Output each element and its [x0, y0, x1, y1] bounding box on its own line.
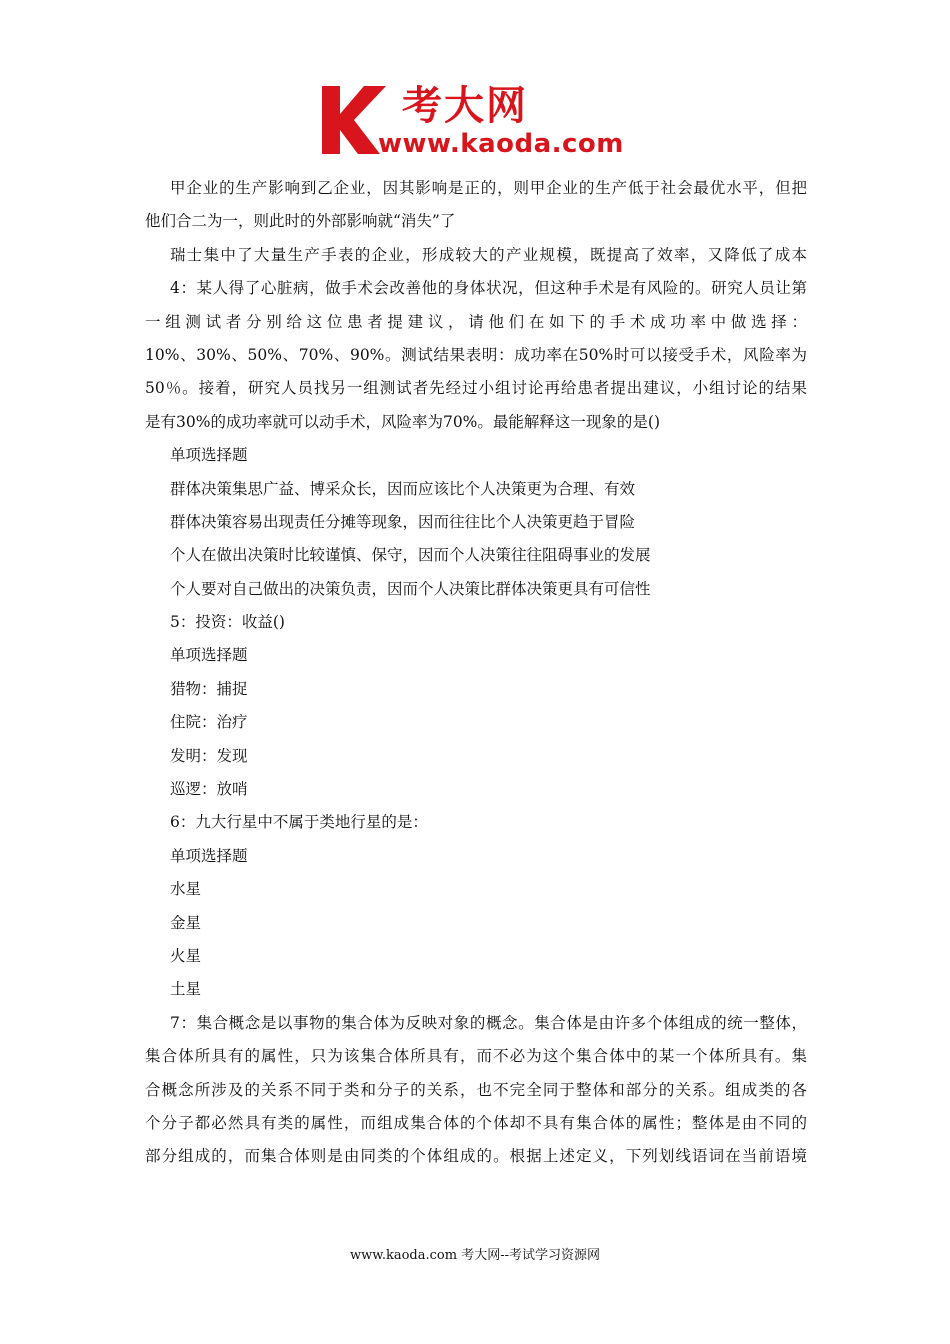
text-line: 火星: [170, 946, 202, 965]
document-body: [145, 172, 807, 1174]
text-line: 50％。接着，研究人员找另一组测试者先经过小组讨论再给患者提出建议，小组讨论的结果: [145, 379, 807, 398]
text-line: 合概念所涉及的关系不同于类和分子的关系，也不完全同于整体和部分的关系。组成类的各: [145, 1080, 807, 1099]
text-line: 金星: [170, 913, 202, 932]
text-line: 个人要对自己做出的决策负责，因而个人决策比群体决策更具有可信性: [170, 579, 651, 598]
text-line: 5：投资：收益(): [170, 613, 285, 632]
text-line: 水星: [170, 880, 202, 899]
text-line: 个分子都必然具有类的属性，而组成集合体的个体却不具有集合体的属性；整体是由不同的: [145, 1113, 807, 1132]
text-line: 6：九大行星中不属于类地行星的是：: [170, 813, 428, 832]
text-line: 甲企业的生产影响到乙企业，因其影响是正的，则甲企业的生产低于社会最优水平，但把: [170, 179, 807, 197]
site-logo[interactable]: [318, 84, 638, 162]
text-line: 住院：治疗: [170, 713, 248, 732]
text-line: 群体决策集思广益、博采众长，因而应该比个人决策更为合理、有效: [170, 479, 636, 498]
text-line: 土星: [170, 980, 202, 999]
logo-brand-url: www.kaoda.com: [378, 129, 624, 159]
text-line: 10%、30%、50%、70%、90%。测试结果表明：成功率在50%时可以接受手术，风险率为: [145, 345, 807, 364]
text-line: 单项选择题: [170, 846, 248, 865]
text-line: 单项选择题: [170, 446, 248, 465]
text-line: 一组测试者分别给这位患者提建议，请他们在如下的手术成功率中做选择：: [145, 312, 807, 331]
text-line: 单项选择题: [170, 646, 248, 665]
text-line: 部分组成的，而集合体则是由同类的个体组成的。根据上述定义，下列划线语词在当前语境: [145, 1147, 807, 1166]
text-line: 巡逻：放哨: [170, 780, 248, 799]
text-line: 猎物：捕捉: [170, 679, 248, 698]
text-line: 4：某人得了心脏病，做手术会改善他的身体状况，但这种手术是有风险的。研究人员让第: [170, 279, 807, 298]
text-line: 是有30%的成功率就可以动手术，风险率为70%。最能解释这一现象的是(): [145, 412, 660, 431]
text-line: 发明：发现: [170, 746, 248, 765]
text-line: 7：集合概念是以事物的集合体为反映对象的概念。集合体是由许多个体组成的统一整体，: [170, 1013, 807, 1032]
text-line: 瑞士集中了大量生产手表的企业，形成较大的产业规模，既提高了效率，又降低了成本: [170, 245, 807, 264]
text-line: 他们合二为一，则此时的外部影响就“消失”了: [145, 212, 456, 231]
text-line: 个人在做出决策时比较谨慎、保守，因而个人决策往往阻碍事业的发展: [170, 546, 651, 565]
page-footer: www.kaoda.com 考大网--考试学习资源网: [350, 1248, 600, 1263]
logo-brand-name: 考大网: [402, 83, 528, 129]
text-line: 群体决策容易出现责任分摊等现象，因而往往比个人决策更趋于冒险: [170, 512, 636, 531]
text-line: 集合体所具有的属性，只为该集合体所具有，而不必为这个集合体中的某一个体所具有。集: [145, 1047, 807, 1066]
